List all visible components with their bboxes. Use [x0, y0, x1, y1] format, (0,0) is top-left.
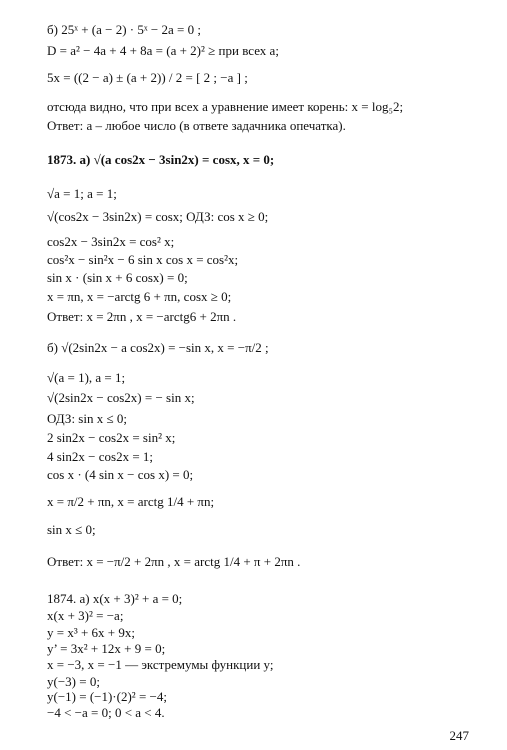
text-line: y(−3) = 0;	[47, 674, 100, 689]
text-line: 5x = ((2 − a) ± (a + 2)) / 2 = [ 2 ; −a ] ;	[47, 70, 248, 85]
text-line: √(a = 1), a = 1;	[47, 370, 126, 385]
text-line: √(cos2x − 3sin2x) = cosx; ОДЗ: cos x ≥ 0;	[47, 209, 269, 224]
text-line: 4 sin2x − cos2x = 1;	[47, 449, 154, 464]
problem-heading: 1874. а) x(x + 3)² + a = 0;	[47, 591, 183, 606]
text-line: −4 < −a = 0; 0 < a < 4.	[47, 705, 165, 720]
text-line: x(x + 3)² = −a;	[47, 608, 124, 623]
text-line: б) √(2sin2x − a cos2x) = −sin x, x = −π/2 ;	[47, 340, 269, 355]
text-line: cos2x − 3sin2x = cos² x;	[47, 234, 175, 249]
text-line: y’ = 3x² + 12x + 9 = 0;	[47, 641, 166, 656]
text-line: x = π/2 + πn, x = arctg 1/4 + πn;	[47, 494, 215, 509]
text-line: sin x ≤ 0;	[47, 522, 96, 537]
text-line: D = a² − 4a + 4 + 8a = (a + 2)² ≥ при всех а;	[47, 43, 279, 58]
text-line: √(2sin2x − cos2x) = − sin x;	[47, 390, 195, 405]
text-line: sin x · (sin x + 6 cosx) = 0;	[47, 270, 188, 285]
text-line: Ответ: x = −π/2 + 2πn , x = arctg 1/4 + π + 2πn .	[47, 554, 301, 569]
text-line: cos²x − sin²x − 6 sin x cos x = cos²x;	[47, 252, 239, 267]
problem-heading: 1873. а) √(a cos2x − 3sin2x) = cosx, x = 0;	[47, 152, 275, 167]
text-line: x = πn, x = −arctg 6 + πn, cosx ≥ 0;	[47, 289, 232, 304]
text-line: б) 25ˣ + (a − 2) · 5ˣ − 2a = 0 ;	[47, 22, 201, 37]
text-line: Ответ: x = 2πn , x = −arctg6 + 2πn .	[47, 309, 237, 324]
text-line: y = x³ + 6x + 9x;	[47, 625, 136, 640]
text-line: ОДЗ: sin x ≤ 0;	[47, 411, 127, 426]
text-line: 2 sin2x − cos2x = sin² x;	[47, 430, 176, 445]
text-line: cos x · (4 sin x − cos x) = 0;	[47, 467, 194, 482]
text-line: y(−1) = (−1)·(2)² = −4;	[47, 689, 167, 704]
text-line: x = −3, x = −1 — экстремумы функции у;	[47, 657, 274, 672]
text-line: отсюда видно, что при всех а уравнение имеет корень: x = log₅2;	[47, 99, 404, 114]
text-line: √a = 1; a = 1;	[47, 186, 117, 201]
text-line: Ответ: а – любое число (в ответе задачника опечатка).	[47, 118, 346, 133]
page-number: 247	[449, 728, 469, 743]
